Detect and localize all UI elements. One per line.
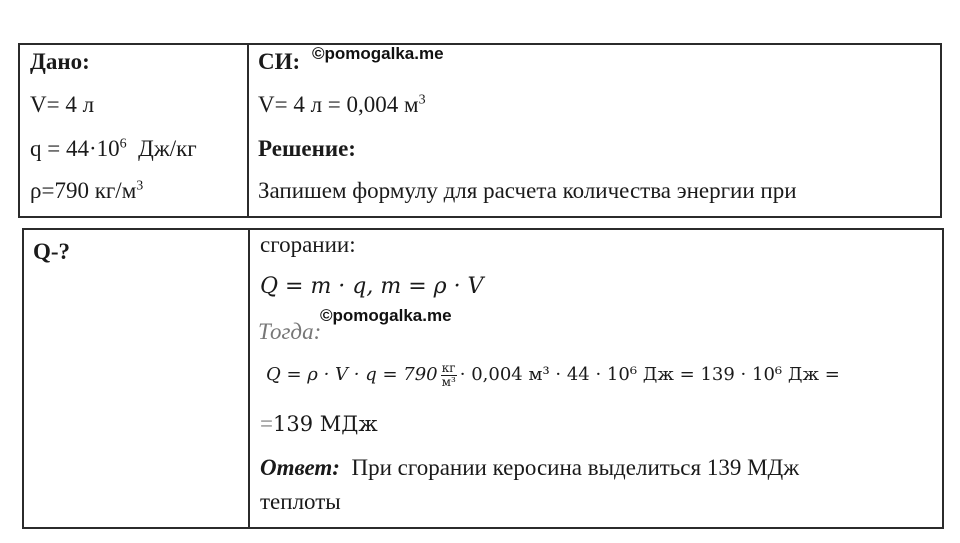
- find-label: Q-?: [33, 239, 71, 264]
- si-header: СИ:: [258, 49, 301, 74]
- solution-intro: Запишем формулу для расчета количества энергии при: [258, 178, 797, 203]
- si-volume: V= 4 л = 0,004 $м^3$: [258, 92, 426, 117]
- watermark: ©pomogalka.me: [320, 306, 452, 325]
- unit-fraction: $\frac{кг}{\text{м³}}$: [441, 360, 456, 389]
- result-line: =139 МДж: [260, 411, 378, 436]
- given-density: ρ=790 $кг/м^3$: [30, 178, 144, 203]
- formula-heat: Q = m · q, m = ρ · V: [260, 274, 484, 299]
- watermark: ©pomogalka.me: [312, 44, 444, 63]
- column-divider: [248, 230, 250, 527]
- given-heat-value: $q = 44\cdot 10^6$ Дж/кг: [30, 136, 197, 161]
- calculation: Q = ρ · V · q = 790 $\frac{кг}{\text{м³}}$ · 0,004 м³ · 44 · 10⁶ Дж = 139 · 10⁶ Дж =: [266, 360, 840, 389]
- answer-line: Ответ: При сгорании керосина выделиться 139 МДж: [260, 455, 800, 480]
- column-divider: [247, 45, 249, 216]
- answer-line-2: теплоты: [260, 489, 341, 514]
- solution-header: Решение:: [258, 136, 356, 161]
- given-volume: V= 4 л: [30, 92, 95, 117]
- solution-line-combustion: сгорании:: [260, 232, 356, 257]
- then-label: Тогда:: [258, 319, 322, 344]
- given-header: Дано:: [30, 49, 90, 74]
